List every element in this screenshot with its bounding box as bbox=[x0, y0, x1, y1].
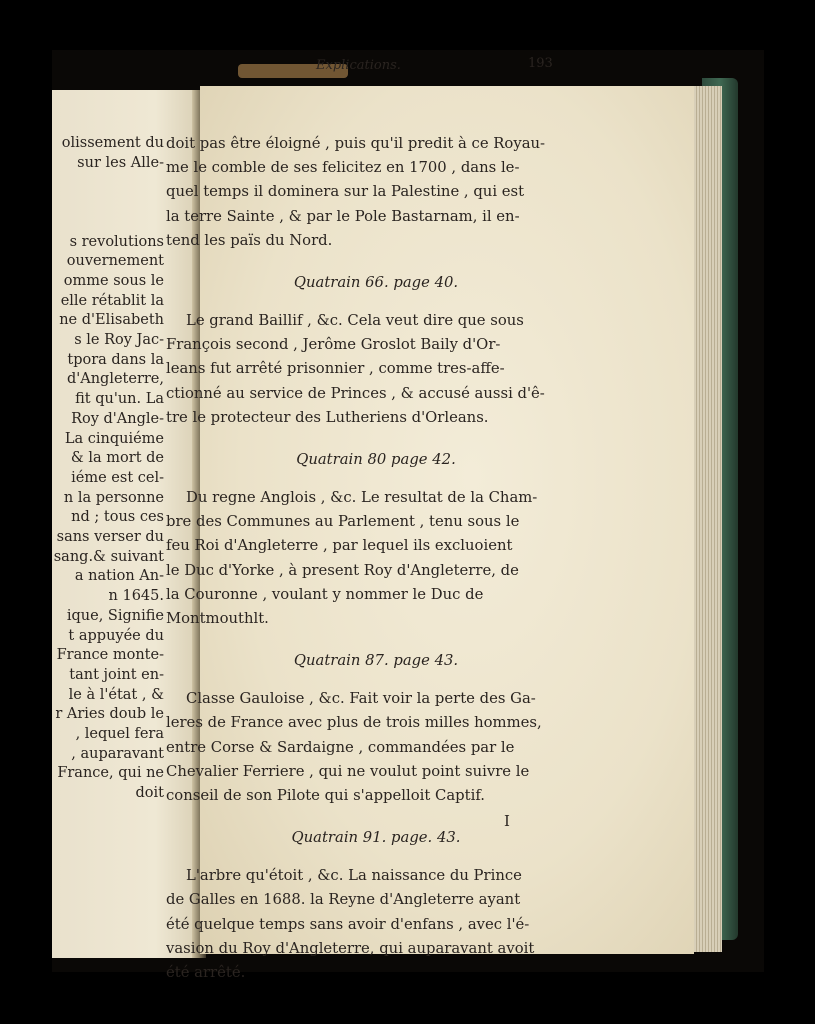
body-text-line: conseil de son Pilote qui s'appelloit Captif. bbox=[166, 787, 485, 804]
body-text-line: bre des Communes au Parlement , tenu sous le bbox=[166, 513, 520, 531]
left-page-line: tant joint en- bbox=[69, 666, 164, 683]
left-page-line: La cinquiéme bbox=[64, 430, 164, 447]
body-text-line: vasion du Roy d'Angleterre, qui auparavant avoit bbox=[166, 939, 535, 957]
body-text-line: la terre Sainte , & par le Pole Bastarnam, il en- bbox=[166, 207, 520, 225]
left-page-line: s revolutions bbox=[69, 233, 164, 250]
left-page-line: sur les Alle- bbox=[77, 154, 164, 171]
body-text-line: doit pas être éloigné , puis qu'il predit à ce Royau- bbox=[166, 135, 546, 152]
body-text-line: Le grand Baillif , &c. Cela veut dire que sous bbox=[186, 312, 524, 329]
left-page-line: fit qu'un. La bbox=[75, 391, 164, 408]
body-text-line: ctionné au service de Princes , & accusé aussi d'ê- bbox=[166, 384, 545, 402]
page-number: 193 bbox=[528, 56, 553, 71]
body-text-line: Du regne Anglois , &c. Le resultat de la Cham- bbox=[186, 489, 538, 506]
left-page-line: omme sous le bbox=[63, 272, 164, 289]
body-text-line: Chevalier Ferriere , qui ne voulut point suivre le bbox=[166, 762, 530, 780]
body-text-line: tre le protecteur des Lutheriens d'Orleans. bbox=[166, 408, 489, 426]
left-page-line: elle rétablit la bbox=[60, 292, 164, 309]
left-page-line: ouvernement bbox=[66, 253, 164, 270]
left-page-line: doit bbox=[135, 785, 164, 802]
body-text-line: la Couronne , voulant y nommer le Duc de bbox=[166, 585, 484, 603]
left-page-line: n la personne bbox=[63, 489, 164, 506]
left-page-line: r Aries doub le bbox=[55, 706, 164, 723]
body-text-line: été quelque temps sans avoir d'enfans , avec l'é- bbox=[166, 915, 530, 933]
left-page-line: , auparavant bbox=[71, 745, 164, 762]
running-head: Explications. bbox=[316, 58, 401, 73]
left-page-line: t appuyée du bbox=[68, 627, 164, 644]
left-page-line: , lequel fera bbox=[75, 726, 164, 742]
left-page-line: Roy d'Angle- bbox=[71, 410, 164, 427]
body-text-line: quel temps il dominera sur la Palestine , qui est bbox=[166, 183, 525, 201]
left-page-line: n 1645. bbox=[108, 588, 164, 605]
left-page-line: s le Roy Jac- bbox=[74, 332, 164, 348]
body-text-line: Montmouthlt. bbox=[166, 610, 269, 627]
left-page-line: France monte- bbox=[56, 647, 164, 664]
quatrain-heading: Quatrain 87. page 43. bbox=[293, 652, 459, 670]
left-page-line: sans verser du bbox=[56, 529, 164, 545]
left-page-line: ique, Signifie bbox=[66, 607, 164, 624]
body-text-line: Classe Gauloise , &c. Fait voir la perte des Ga- bbox=[186, 690, 536, 708]
left-page-line: France, qui ne bbox=[57, 765, 164, 782]
body-text-line: de Galles en 1688. la Reyne d'Angleterre ayant bbox=[166, 891, 521, 909]
body-text-line: été arrêté. bbox=[166, 964, 246, 981]
signature-mark: I bbox=[504, 812, 510, 830]
body-text-line: entre Corse & Sardaigne , commandées par le bbox=[166, 738, 515, 756]
quatrain-heading: Quatrain 91. page. 43. bbox=[291, 829, 461, 847]
body-text-line: leans fut arrêté prisonnier , comme tres-affe- bbox=[166, 360, 505, 378]
body-text-line: le Duc d'Yorke , à present Roy d'Angleterre, de bbox=[166, 561, 519, 579]
left-page-line: iéme est cel- bbox=[71, 469, 164, 486]
body-text-line: tend les païs du Nord. bbox=[166, 231, 333, 249]
quatrain-heading: Quatrain 80 page 42. bbox=[296, 451, 456, 468]
left-page-line: olissement du bbox=[61, 135, 164, 151]
body-text-line: feu Roi d'Angleterre , par lequel ils excluoient bbox=[166, 537, 513, 555]
body-text-line: me le comble de ses felicitez en 1700 , dans le- bbox=[166, 159, 520, 177]
left-page-line: a nation An- bbox=[74, 568, 164, 585]
left-page-line: d'Angleterre, bbox=[66, 371, 164, 388]
left-page-line: sang.& suivant bbox=[53, 548, 164, 565]
body-text-line: leres de France avec plus de trois milles hommes, bbox=[166, 714, 542, 732]
quatrain-heading: Quatrain 66. page 40. bbox=[293, 274, 459, 291]
left-page-line: tpora dans la bbox=[67, 351, 164, 368]
left-page-line: nd ; tous ces bbox=[71, 509, 164, 526]
left-page-line: & la mort de bbox=[70, 450, 164, 467]
left-page-line: le à l'état , & bbox=[68, 686, 164, 703]
left-page-line: ne d'Elisabeth bbox=[59, 312, 164, 329]
body-text-line: L'arbre qu'étoit , &c. La naissance du Prince bbox=[186, 867, 522, 885]
body-text-line: François second , Jerôme Groslot Baily d'Or- bbox=[166, 336, 501, 354]
